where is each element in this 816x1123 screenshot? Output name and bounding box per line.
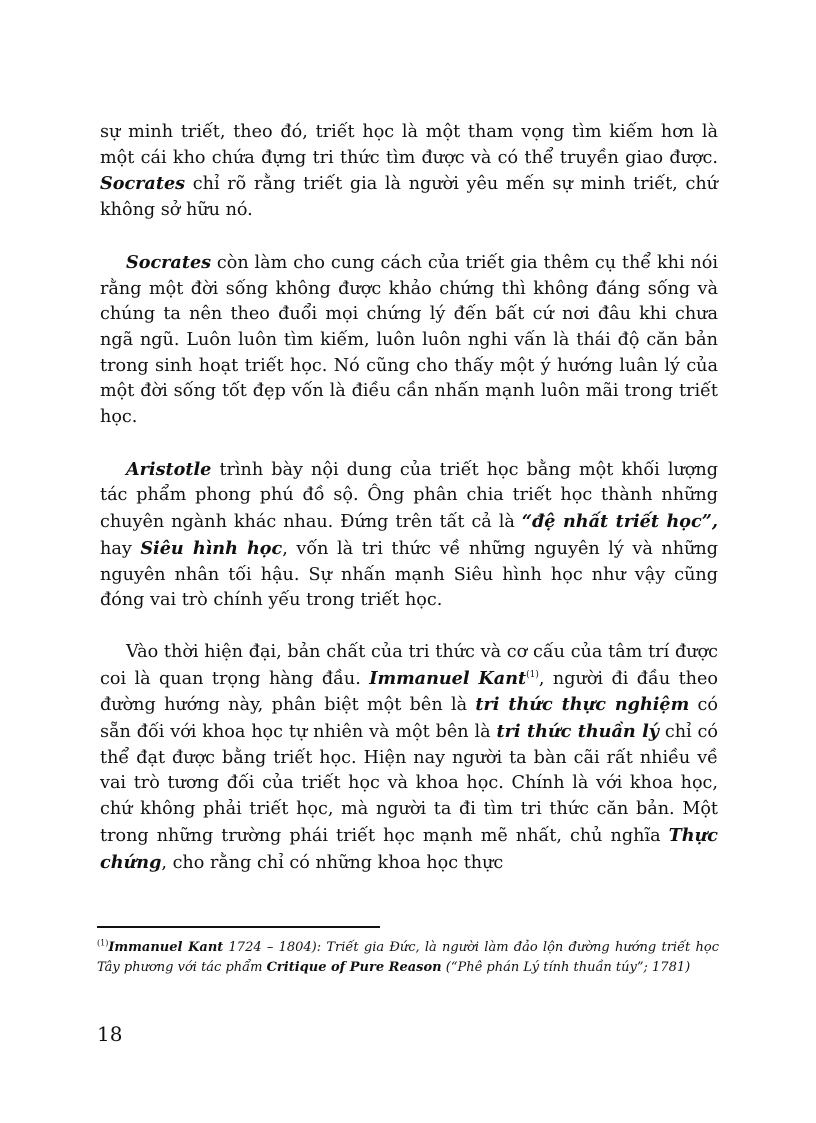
footnote: $^{(1)}$Immanuel Kant 1724 – 1804): Triết gia Đức, là người làm đảo lộn đường hướng triết học Tây phương với tác phẩm Critique of Pure Reason (“Phê phán Lý tính thuần túy”; 1781)	[97, 938, 720, 975]
footnote-name: Immanuel Kant	[108, 940, 224, 955]
term-rational-knowledge: tri thức thuần lý	[496, 721, 659, 743]
name-socrates: Socrates	[126, 251, 212, 273]
paragraph-3: Aristotle trình bày nội dung của triết học bằng một khối lượng tác phẩm phong phú đồ sộ. Ông phân chia triết học thành những chuyên ngành khác nhau. Đứng trên tất cả là “đệ nhất triết học”, hay Siêu hình học, vốn là tri thức về những nguyên lý và những nguyên nhân tối hậu. Sự nhấn mạnh Siêu hình học như vậy cũng đóng vai trò chính yếu trong triết học.	[100, 458, 718, 611]
footnote-marker: (1)	[97, 938, 109, 948]
term-empirical-knowledge: tri thức thực nghiệm	[475, 694, 690, 716]
term-first-philosophy: “đệ nhất triết học”,	[521, 511, 718, 533]
footnote-divider	[97, 926, 380, 928]
paragraph-2: Socrates còn làm cho cung cách của triết gia thêm cụ thể khi nói rằng một đời sống không được khảo chứng thì không đáng sống và chúng ta nên theo đuổi mọi chứng lý đến bất cứ nơi đâu khi chưa ngã ngũ. Luôn luôn tìm kiếm, luôn luôn nghi vấn là thái độ căn bản trong sinh hoạt triết học. Nó cũng cho thấy một ý hướng luân lý của một đời sống tốt đẹp vốn là điều cần nhấn mạnh luôn mãi trong triết học.	[100, 251, 718, 428]
footnote-work-title: Critique of Pure Reason	[266, 960, 442, 975]
body-text	[100, 120, 718, 902]
paragraph-1: sự minh triết, theo đó, triết học là một tham vọng tìm kiếm hơn là một cái kho chứa đựng tri thức tìm được và có thể truyền giao được. Socrates chỉ rõ rằng triết gia là người yêu mến sự minh triết, chứ không sở hữu nó.	[100, 122, 718, 221]
term-metaphysics: Siêu hình học	[140, 537, 283, 559]
page-number: 18	[97, 1022, 123, 1046]
paragraph-4: Vào thời hiện đại, bản chất của tri thức và cơ cấu của tâm trí được coi là quan trọng hàng đầu. Immanuel Kant$^{(1)}$, người đi đầu theo đường hướng này, phân biệt một bên là tri thức thực nghiệm có sẵn đối với khoa học tự nhiên và một bên là tri thức thuần lý chỉ có thể đạt được bằng triết học. Hiện nay người ta bàn cãi rất nhiều về vai trò tương đối của triết học và khoa học. Chính là với khoa học, chứ không phải triết học, mà người ta đi tìm tri thức căn bản. Một trong những trường phái triết học mạnh mẽ nhất, chủ nghĩa Thực chứng, cho rằng chỉ có những khoa học thực	[100, 641, 718, 873]
footnote-ref[interactable]: (1)	[526, 669, 539, 680]
name-kant: Immanuel Kant	[369, 667, 527, 689]
name-aristotle: Aristotle	[126, 458, 212, 480]
term-positivism: Thực chứng	[100, 824, 718, 873]
name-socrates: Socrates	[100, 173, 186, 195]
